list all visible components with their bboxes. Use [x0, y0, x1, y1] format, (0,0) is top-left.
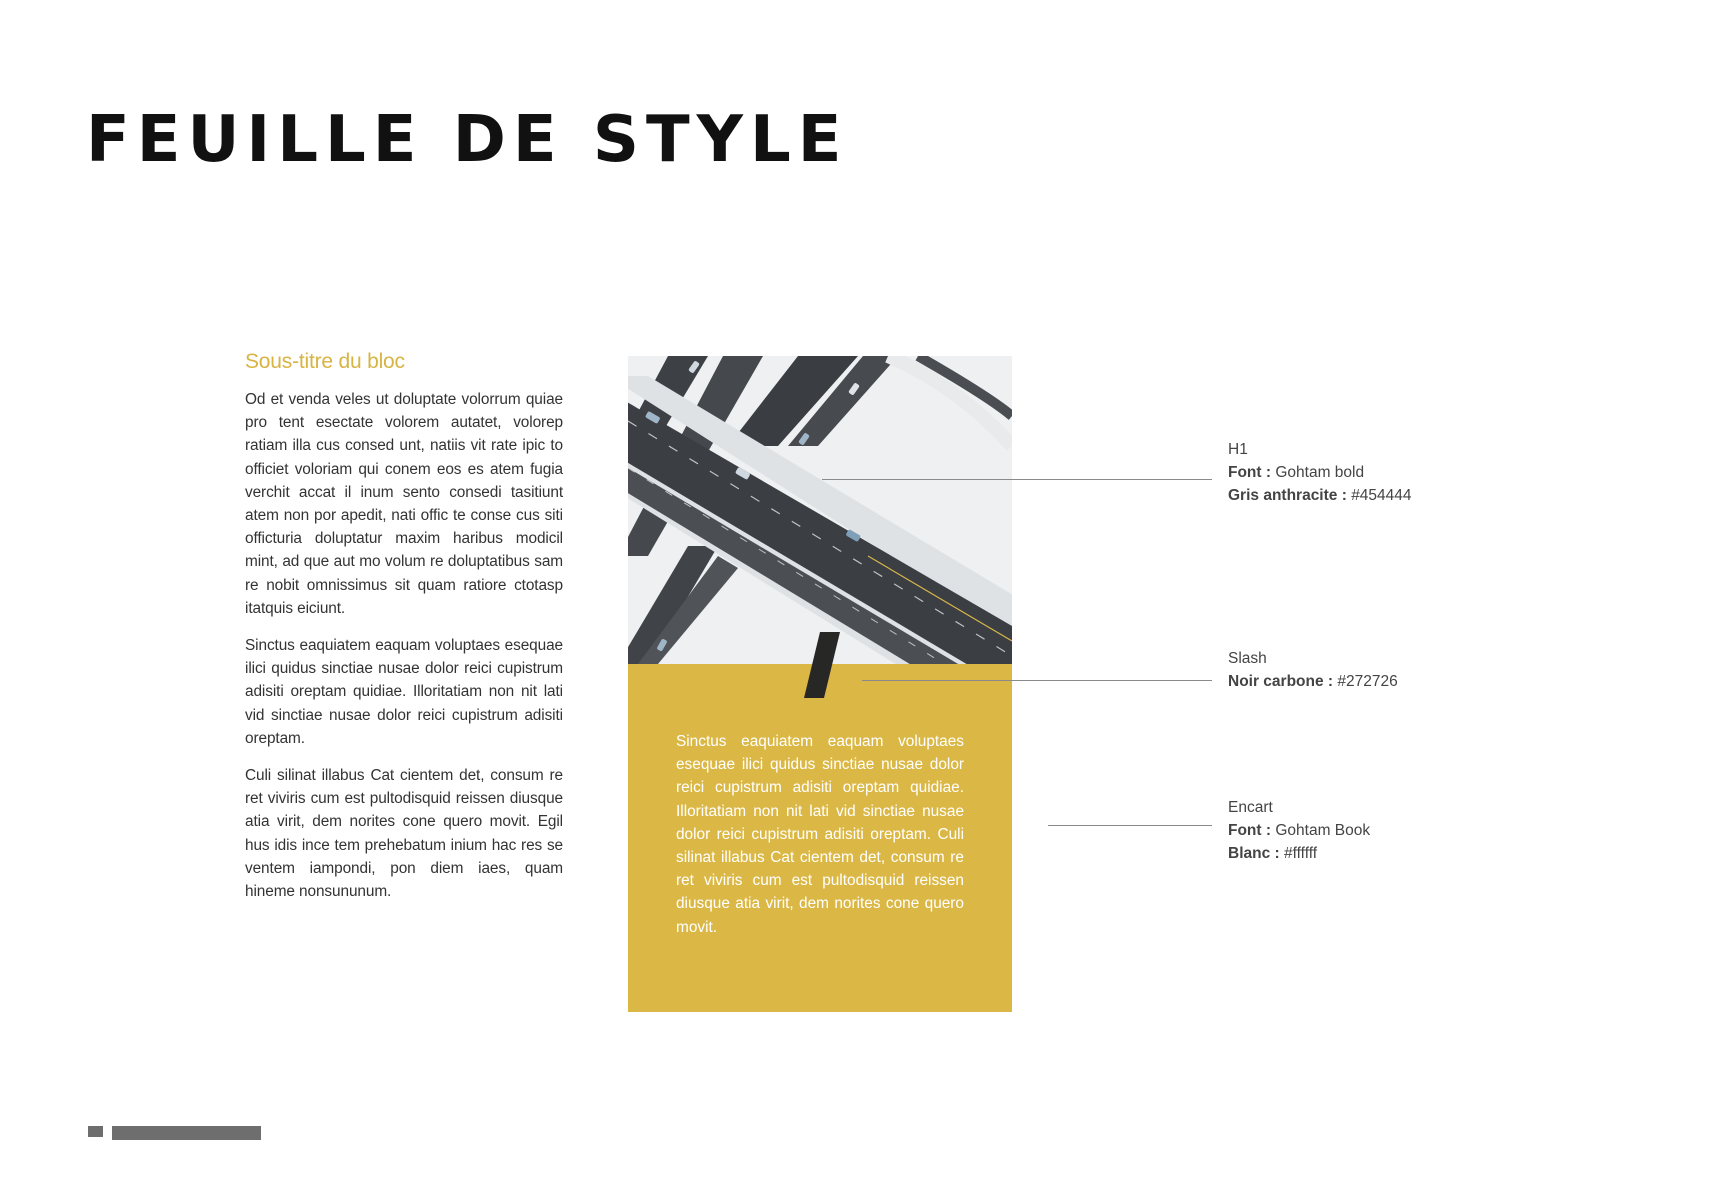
annotation-color-label: Gris anthracite :: [1228, 487, 1347, 504]
annotation-color-row: [1228, 670, 1398, 693]
h1-annotation: [1228, 438, 1412, 507]
annotation-name: Encart: [1228, 799, 1273, 816]
annotation-color-row: [1228, 484, 1412, 507]
encart-text: Sinctus eaquiatem eaquam voluptaes esequae ilici quidus sinctiae nusae dolor reici cupistrum adisiti oreptam quidiae. Illoritatiam non nit lati vid sinctiae nusae dolor reici cupistrum adisiti oreptam. Culi silinat illabus Cat cientem det, consum re ret viviris cum est pultodisquid reissen diusque atia virit, dem norites cone quero movit.: [676, 733, 964, 936]
h1-leader-line: [822, 479, 1212, 480]
annotation-color-row: [1228, 842, 1370, 865]
annotation-color-label: Blanc :: [1228, 845, 1280, 862]
body-paragraph-1: Od et venda veles ut doluptate volorrum quiae pro tent esectate volorem autatet, volorep ratiam illa cus consed unt, natiis vit rate ipic to officiet voloriam qui conem eos es atem fugia verchit accat il inum sento consedi tasitiunt atem non por apedit, nati offic te conse cus siti officturia doluptatur maxim haribus modicil mint, ad que aut mo volum re doluptatibus sam re nobit omnissimus sit quam ratiore ctotasp itatquis eiciunt.: [245, 391, 563, 617]
annotation-name: Slash: [1228, 650, 1267, 667]
slash-leader-line: [862, 680, 1212, 681]
highway-photo: [628, 356, 1012, 664]
body-paragraph-3: Culi silinat illabus Cat cientem det, consum re ret viviris cum est pultodisquid reissen diusque atia virit, dem norites cone quero movit. Egil hus idis ince tem prehebatum inium hac res se ventem iampondi, pon diem iaes, quam hineme nonsununum.: [245, 767, 563, 901]
block-subtitle: Sous-titre du bloc: [245, 350, 405, 373]
encart-annotation: [1228, 796, 1370, 865]
annotation-color-label: Noir carbone :: [1228, 673, 1334, 690]
text-block: [245, 350, 563, 917]
annotation-color-value: #ffffff: [1284, 845, 1318, 862]
annotation-font-label: Font :: [1228, 464, 1272, 481]
annotation-font-value: Gohtam Book: [1275, 822, 1371, 839]
annotation-font-label: Font :: [1228, 822, 1272, 839]
annotation-font-row: [1228, 461, 1412, 484]
annotation-color-value: #454444: [1351, 487, 1412, 504]
annotation-color-value: #272726: [1337, 673, 1398, 690]
slash-annotation: [1228, 647, 1398, 693]
annotation-font-value: Gohtam bold: [1275, 464, 1365, 481]
body-paragraph-2: Sinctus eaquiatem eaquam voluptaes esequae ilici quidus sinctiae nusae dolor reici cupistrum adisiti oreptam quidiae. Illoritatiam non nit lati vid sinctiae nusae dolor reici cupistrum adisiti oreptam.: [245, 637, 563, 747]
footer-bar: [112, 1126, 261, 1140]
encart-leader-line: [1048, 825, 1212, 826]
footer-square: [88, 1126, 103, 1137]
annotation-font-row: [1228, 819, 1370, 842]
slash-icon: [804, 632, 840, 698]
annotation-name: H1: [1228, 441, 1248, 458]
encart-box: [628, 664, 1012, 1012]
page-title: FEUILLE DE STYLE: [86, 103, 849, 177]
